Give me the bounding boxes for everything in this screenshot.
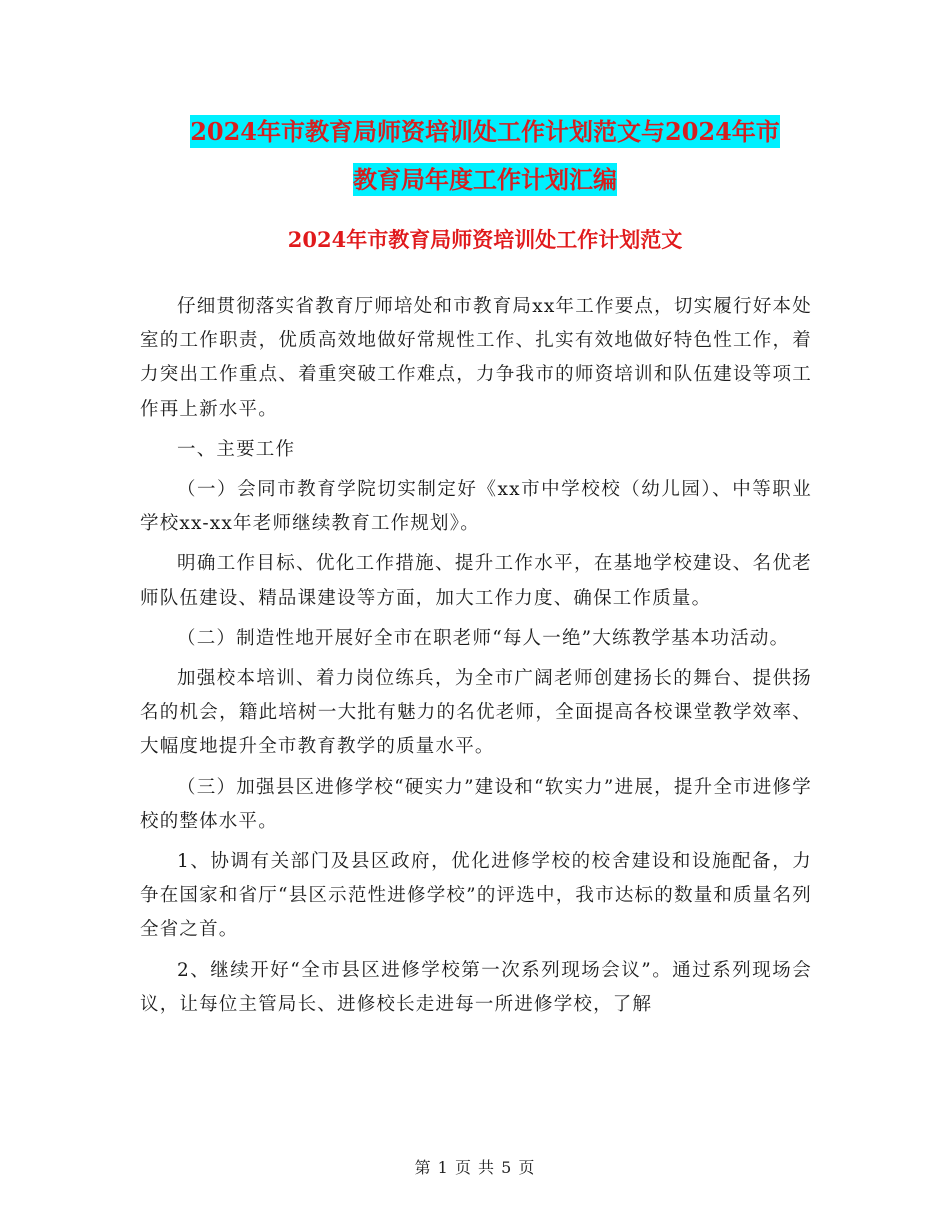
paragraph: （三）加强县区进修学校“硬实力”建设和“软实力”进展，提升全市进修学校的整体水平。 (140, 776, 812, 832)
paragraph: 1、协调有关部门及县区政府，优化进修学校的校舍建设和设施配备，力争在国家和省厅“县区示范性进修学校”的评选中，我市达标的数量和质量名列全省之首。 (140, 851, 812, 941)
paragraph: （二）制造性地开展好全市在职老师“每人一绝”大练教学基本功活动。 (177, 627, 790, 649)
paragraph: 2、继续开好“全市县区进修学校第一次系列现场会议”。通过系列现场会议，让每位主管局长、进修校长走进每一所进修学校，了解 (140, 959, 812, 1015)
paragraph: 加强校本培训、着力岗位练兵，为全市广阔老师创建扬长的舞台、提供扬名的机会，籍此培树一大批有魅力的名优老师，全面提高各校课堂教学效率、大幅度地提升全市教育教学的质量水平。 (140, 668, 812, 758)
document-title (140, 108, 830, 204)
document-title-line2: 教育局年度工作计划汇编 (353, 165, 617, 194)
paragraph: （一）会同市教育学院切实制定好《xx市中学校校（幼儿园）、中等职业学校xx-xx年老师继续教育工作规划》。 (140, 479, 812, 535)
section-title: 2024年市教育局师资培训处工作计划范文 (287, 227, 683, 252)
document-title-line1: 2024年市教育局师资培训处工作计划范文与2024年市 (190, 117, 780, 146)
document-body (140, 290, 812, 1028)
paragraph: 一、主要工作 (177, 438, 296, 460)
page-footer: 第 1 页 共 5 页 (414, 1158, 536, 1177)
paragraph: 明确工作目标、优化工作措施、提升工作水平，在基地学校建设、名优老师队伍建设、精品课建设等方面，加大工作力度、确保工作质量。 (140, 553, 812, 609)
paragraph: 仔细贯彻落实省教育厅师培处和市教育局xx年工作要点，切实履行好本处室的工作职责，优质高效地做好常规性工作、扎实有效地做好特色性工作，着力突出工作重点、着重突破工作难点，力争我市的师资培训和队伍建设等项工作再上新水平。 (140, 296, 812, 420)
